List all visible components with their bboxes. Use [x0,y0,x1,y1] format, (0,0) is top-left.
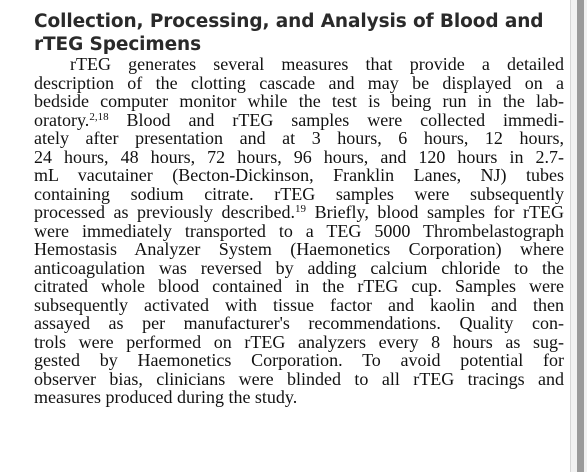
text-fragment: Blood and rTEG samples were collected immedi- [108,109,564,130]
text-line: ately after presentation and at 3 hours, 6 hours, 12 hours, [34,128,564,148]
text-line [34,111,564,130]
text-line: Hemostasis Analyzer System (Haemonetics Corporation) where [34,239,564,259]
section-heading-line-2: rTEG Specimens [34,34,202,55]
citation-superscript: 2,18 [89,110,109,123]
text-line: trols were performed on rTEG analyzers every 8 hours as sug- [34,331,564,352]
text-line: containing sodium citrate. rTEG samples were subsequently [34,183,564,204]
text-line [34,203,564,222]
text-line: gested by Haemonetics Corporation. To avoid potential for [34,350,564,370]
text-fragment: processed as previously described. [34,202,296,222]
section-heading [34,10,564,56]
text-line: citrated whole blood contained in the rTEG cup. Samples were [34,276,564,296]
text-line: observer bias, clinicians were blinded to all rTEG tracings and [34,368,564,389]
text-fragment: oratory. [34,109,90,130]
text-line: bedside computer monitor while the test is being run in the lab- [34,91,564,111]
text-line: description of the clotting cascade and may be displayed on a [34,72,564,93]
text-line: assayed as per manufacturer's recommendations. Quality con- [34,313,564,333]
text-line: subsequently activated with tissue factor and kaolin and then [34,294,564,315]
text-line: rTEG generates several measures that provide a detailed [70,54,564,74]
text-line: mL vacutainer (Becton-Dickinson, Franklin Lanes, NJ) tubes [34,165,564,185]
text-line: measures produced during the study. [34,387,298,407]
viewer-scrollbar[interactable] [570,0,587,472]
body-paragraph [34,55,564,407]
text-line: were immediately transported to a TEG 5000 Thrombelastograph [34,220,564,241]
section-heading-line-1: Collection, Processing, and Analysis of Blood and [34,11,544,32]
text-line: 24 hours, 48 hours, 72 hours, 96 hours, and 120 hours in 2.7- [34,146,564,167]
citation-superscript: 19 [295,203,307,215]
text-line: anticoagulation was reversed by adding calcium chloride to the [34,257,564,278]
scrollbar-thumb[interactable] [577,0,584,472]
text-fragment: Briefly, blood samples for rTEG [306,202,564,222]
